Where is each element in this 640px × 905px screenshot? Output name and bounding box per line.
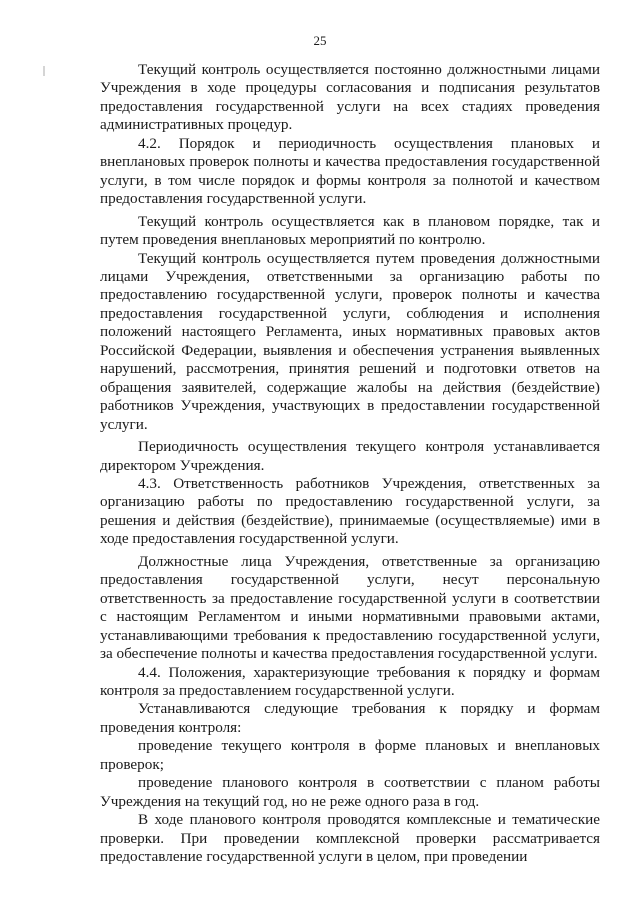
list-item-current-control: проведение текущего контроля в форме плановых и внеплановых проверок; xyxy=(100,737,600,773)
paragraph-control-frequency: Периодичность осуществления текущего контроля устанавливается директором Учреждения. xyxy=(100,438,600,474)
paragraph-responsibility: Должностные лица Учреждения, ответственные за организацию предоставления государственной услуги, несут персональную ответственность за предоставление государственной услуги в соответствии с настоящим Регламентом и иными нормативными правовыми актами, устанавливающими требования к предоставлению государственной услуги, за обеспечение полноты и качества предоставления государственной услуги. xyxy=(100,552,600,663)
paragraph-control-modes: Текущий контроль осуществляется как в плановом порядке, так и путем проведения внеплановых мероприятий по контролю. xyxy=(100,212,600,249)
paragraph-planned-checks: В ходе планового контроля проводятся комплексные и тематические проверки. При проведении комплексной проверки рассматривается предоставление государственной услуги в целом, при проведении xyxy=(100,811,600,866)
paragraph-section-4-4: 4.4. Положения, характеризующие требования к порядку и формам контроля за предоставлением государственной услуги. xyxy=(100,663,600,699)
paragraph-section-4-3: 4.3. Ответственность работников Учреждения, ответственных за организацию работы по предоставлению государственной услуги, за решения и действия (бездействие), принимаемые (осуществляемые) ими в ходе предоставления государственной услуги. xyxy=(100,474,600,548)
page-number: 25 xyxy=(313,33,327,48)
paragraph-requirements-intro: Устанавливаются следующие требования к порядку и формам проведения контроля: xyxy=(100,700,600,736)
paragraph-section-4-2: 4.2. Порядок и периодичность осуществления плановых и внеплановых проверок полноты и качества предоставления государственной услуги, в том числе порядок и формы контроля за полнотой и качеством предоставления государственной услуги. xyxy=(100,134,600,208)
list-item-planned-control: проведение планового контроля в соответствии с планом работы Учреждения на текущий год, но не реже одного раза в год. xyxy=(100,774,600,810)
document-body xyxy=(100,61,600,866)
scan-artifact xyxy=(43,66,45,76)
paragraph-current-control: Текущий контроль осуществляется постоянно должностными лицами Учреждения в ходе процедуры согласования и подписания результатов предоставления государственной услуги на всех стадиях проведения административных процедур. xyxy=(100,61,600,134)
paragraph-control-procedure: Текущий контроль осуществляется путем проведения должностными лицами Учреждения, ответственными за организацию работы по предоставлению государственной услуги, проверок полноты и качества предоставления государственной услуги, соблюдения и исполнения положений настоящего Регламента, иных нормативных правовых актов Российской Федерации, выявления и обеспечения устранения выявленных нарушений, рассмотрения, принятия решений и подготовки ответов на обращения заявителей, содержащие жалобы на действия (бездействие) работников Учреждения, участвующих в предоставлении государственной услуги. xyxy=(100,249,600,433)
